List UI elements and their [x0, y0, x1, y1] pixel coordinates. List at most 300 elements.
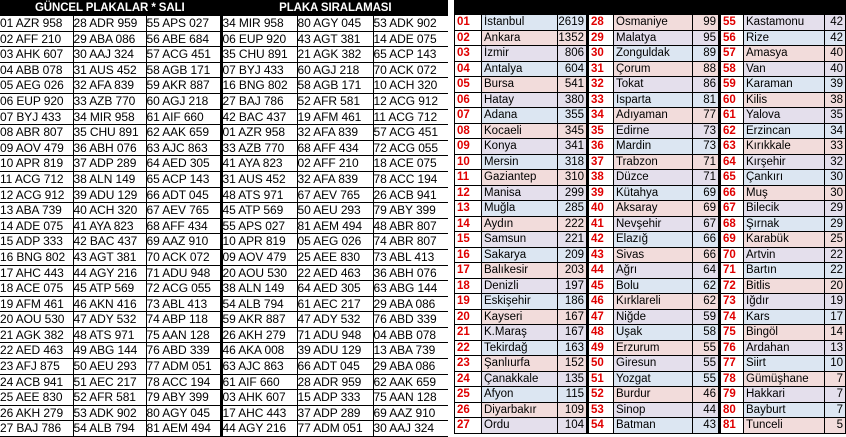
- plate-cell: 37 ADP 289: [73, 156, 146, 172]
- plate-cell: 77 ADM 051: [146, 359, 221, 375]
- plate-count: 2619: [558, 15, 588, 31]
- plate-count: 7: [825, 402, 846, 418]
- table-row: [455, 123, 846, 139]
- plate-count: 541: [558, 77, 588, 93]
- table-row: [0, 140, 448, 156]
- plate-cell: 39 ADU 129: [73, 187, 146, 203]
- table-row: [455, 309, 846, 325]
- plate-cell: 14 ADE 075: [0, 218, 73, 234]
- table-row: [455, 263, 846, 279]
- plate-count: 43: [693, 418, 720, 434]
- plate-cell: 57 ACG 451: [373, 125, 438, 140]
- city-name: Şanlıurfa: [482, 356, 558, 372]
- plate-cell: 20 AOU 530: [0, 312, 73, 328]
- table-row: [455, 139, 846, 155]
- plate-count: 13: [825, 340, 846, 356]
- city-name: K.Maraş: [482, 325, 558, 341]
- city-name: Balıkesir: [482, 263, 558, 279]
- rank-number: 14: [455, 216, 482, 232]
- plate-cell: 45 ATP 569: [221, 203, 297, 219]
- rank-number: 36: [588, 139, 614, 155]
- plate-cell: 10 ACH 320: [373, 78, 438, 93]
- city-name: Yozgat: [614, 371, 693, 387]
- table-row: [455, 356, 846, 372]
- table-row: [0, 156, 448, 172]
- table-row: [0, 249, 448, 265]
- rank-number: 48: [588, 325, 614, 341]
- city-name: Karaman: [744, 77, 825, 93]
- plate-cell: 08 ABR 807: [0, 125, 73, 141]
- table-row: [455, 61, 846, 77]
- plate-count: 341: [558, 139, 588, 155]
- plate-count: 380: [558, 92, 588, 108]
- plate-count: 163: [558, 340, 588, 356]
- city-name: Kırklareli: [614, 294, 693, 310]
- plate-count: 29: [825, 216, 846, 232]
- plate-count: 69: [693, 201, 720, 217]
- plate-count: 62: [693, 278, 720, 294]
- plate-count: 77: [693, 108, 720, 124]
- city-name: İzmir: [482, 46, 558, 62]
- plate-count: 167: [558, 325, 588, 341]
- plate-cell: 51 AEC 217: [73, 374, 146, 390]
- plate-cell: 27 BAJ 786: [221, 93, 297, 109]
- table-row: [0, 203, 448, 219]
- table-row: [455, 46, 846, 62]
- rank-number: 70: [720, 247, 744, 263]
- city-ranking-panel: [454, 0, 846, 431]
- plate-cell: 59 AKR 887: [146, 78, 221, 94]
- rank-number: 30: [588, 46, 614, 62]
- rank-number: 40: [588, 201, 614, 217]
- plate-count: 30: [825, 170, 846, 186]
- rank-number: 08: [455, 123, 482, 139]
- plate-cell: 72 ACG 055: [146, 281, 221, 297]
- city-name: Tunceli: [744, 418, 825, 434]
- plate-cell: 33 AZB 770: [73, 93, 146, 109]
- table-row: [0, 47, 448, 63]
- table-row: [455, 278, 846, 294]
- city-name: Çankırı: [744, 170, 825, 186]
- plate-count: 73: [693, 123, 720, 139]
- plate-cell: 43 AGT 381: [73, 249, 146, 265]
- rank-number: 26: [455, 402, 482, 418]
- plate-cell: 15 ADP 333: [0, 234, 73, 250]
- plate-cell: 32 AFA 839: [73, 78, 146, 94]
- plate-cell: 48 ATS 971: [73, 327, 146, 343]
- plate-cell: 25 AEE 830: [297, 249, 373, 265]
- plate-cell: 63 AJC 863: [146, 140, 221, 156]
- city-name: Siirt: [744, 356, 825, 372]
- plate-cell: 03 AHK 607: [0, 47, 73, 63]
- plate-cell: 01 AZR 958: [0, 16, 73, 31]
- table-row: [0, 16, 448, 31]
- rank-number: 18: [455, 278, 482, 294]
- plate-count: 35: [825, 108, 846, 124]
- plate-cell: 12 ACG 912: [373, 93, 438, 108]
- city-name: Gaziantep: [482, 170, 558, 186]
- plate-cell: 10 APR 819: [221, 234, 297, 250]
- plate-cell: 11 ACG 712: [0, 171, 73, 187]
- rank-number: 71: [720, 263, 744, 279]
- city-name: Bitlis: [744, 278, 825, 294]
- rank-number: 65: [720, 170, 744, 186]
- rank-number: 57: [720, 46, 744, 62]
- city-name: Diyarbakır: [482, 402, 558, 418]
- rank-number: 50: [588, 356, 614, 372]
- table-row: [455, 15, 846, 31]
- plate-count: 345: [558, 123, 588, 139]
- plate-count: 203: [558, 263, 588, 279]
- plate-cell: 76 ABD 339: [373, 312, 437, 327]
- rank-number: 51: [588, 371, 614, 387]
- rank-number: 35: [588, 123, 614, 139]
- plate-cell: 44 AGY 216: [221, 421, 297, 437]
- plate-cell: 59 AKR 887: [221, 312, 297, 328]
- city-name: Bayburt: [744, 402, 825, 418]
- rank-number: 25: [455, 387, 482, 403]
- plate-cell: 39 ADU 129: [297, 343, 373, 359]
- rank-number: 39: [588, 185, 614, 201]
- plate-cell: 70 ACK 072: [373, 62, 437, 77]
- rank-number: 15: [455, 232, 482, 248]
- table-row: [455, 340, 846, 356]
- plate-count: 152: [558, 356, 588, 372]
- rank-number: 09: [455, 139, 482, 155]
- plate-cell: 78 ACC 194: [373, 171, 438, 186]
- plate-count: 44: [693, 402, 720, 418]
- plate-count: 66: [693, 232, 720, 248]
- plate-count: 14: [825, 325, 846, 341]
- rank-number: 58: [720, 61, 744, 77]
- table-row: [455, 294, 846, 310]
- plate-cell: 03 AHK 607: [221, 390, 297, 406]
- table-row: [455, 92, 846, 108]
- plate-cell: 60 AGJ 218: [146, 93, 221, 109]
- rank-number: 41: [588, 216, 614, 232]
- table-row: [0, 93, 448, 109]
- plate-count: 20: [825, 278, 846, 294]
- plate-cell: 37 ADP 289: [297, 405, 373, 421]
- plate-cell: 07 BYJ 433: [221, 62, 297, 78]
- plate-cell: 41 AYA 823: [73, 218, 146, 234]
- plate-count: 222: [558, 216, 588, 232]
- table-row: [0, 421, 448, 437]
- city-name: İstanbul: [482, 15, 558, 31]
- table-row: [0, 359, 448, 375]
- table-row: [0, 343, 448, 359]
- city-name: Tekirdağ: [482, 340, 558, 356]
- rank-number: 77: [720, 356, 744, 372]
- city-name: Ankara: [482, 30, 558, 46]
- plate-cell: 79 ABY 399: [373, 203, 436, 218]
- city-name: Sivas: [614, 247, 693, 263]
- city-name: Çanakkale: [482, 371, 558, 387]
- rank-number: 55: [720, 15, 744, 31]
- plate-cell: 35 CHU 891: [73, 125, 146, 141]
- plate-count: 25: [825, 232, 846, 248]
- rank-number: 31: [588, 61, 614, 77]
- rank-number: 76: [720, 340, 744, 356]
- plate-cell: 41 AYA 823: [221, 156, 297, 172]
- table-row: [0, 390, 448, 406]
- plate-count: 22: [825, 263, 846, 279]
- plate-cell: 76 ABD 339: [146, 343, 221, 359]
- plate-cell: 12 ACG 912: [0, 187, 73, 203]
- plate-cell: 05 AEG 026: [0, 78, 73, 94]
- plate-cell: 56 ABE 684: [146, 31, 221, 47]
- plate-cell: 31 AUS 452: [221, 171, 297, 187]
- plate-count: 604: [558, 61, 588, 77]
- rank-number: 69: [720, 232, 744, 248]
- city-name: Bursa: [482, 77, 558, 93]
- rank-number: 04: [455, 61, 482, 77]
- rank-number: 12: [455, 185, 482, 201]
- city-name: Kars: [744, 309, 825, 325]
- plate-cell: 52 AFR 581: [73, 390, 146, 406]
- city-name: Muğla: [482, 201, 558, 217]
- plate-cell: 47 ADY 532: [297, 312, 373, 328]
- plate-count: 806: [558, 46, 588, 62]
- table-row: [0, 187, 448, 203]
- plate-cell: 10 APR 819: [0, 156, 73, 172]
- rank-number: 34: [588, 108, 614, 124]
- plate-count: 5: [825, 418, 846, 434]
- plate-cell: 36 ABH 076: [73, 140, 146, 156]
- city-name: Malatya: [614, 30, 693, 46]
- plate-cell: 58 AGB 171: [297, 78, 373, 94]
- city-name: Hakkari: [744, 387, 825, 403]
- plate-cell: 66 ADT 045: [146, 187, 221, 203]
- plate-cell: 57 ACG 451: [146, 47, 221, 63]
- city-name: Kilis: [744, 92, 825, 108]
- plate-cell: 54 ALB 794: [221, 296, 297, 312]
- city-name: Konya: [482, 139, 558, 155]
- plate-count: 99: [693, 15, 720, 31]
- plate-cell: 07 BYJ 433: [0, 109, 73, 125]
- plate-cell: 73 ABL 413: [373, 249, 435, 264]
- rank-number: 47: [588, 309, 614, 325]
- plate-cell: 26 ACB 941: [373, 187, 437, 202]
- plate-cell: 13 ABA 739: [0, 203, 73, 219]
- plate-cell: 22 AED 463: [0, 343, 73, 359]
- rank-number: 28: [588, 15, 614, 31]
- table-row: [0, 327, 448, 343]
- plate-count: 115: [558, 387, 588, 403]
- plate-cell: 48 ABR 807: [373, 218, 437, 233]
- plate-cell: 66 ADT 045: [297, 359, 373, 375]
- city-name: Uşak: [614, 325, 693, 341]
- rank-number: 20: [455, 309, 482, 325]
- plate-cell: 24 ACB 941: [0, 374, 73, 390]
- rank-number: 21: [455, 325, 482, 341]
- plate-cell: 29 ABA 086: [373, 296, 436, 311]
- plate-cell: 20 AOU 530: [221, 265, 297, 281]
- rank-number: 67: [720, 201, 744, 217]
- plate-cell: 27 BAJ 786: [0, 421, 73, 437]
- city-name: Karabük: [744, 232, 825, 248]
- table-row: [0, 109, 448, 125]
- rank-number: 72: [720, 278, 744, 294]
- plate-cell: 40 ACH 320: [73, 203, 146, 219]
- rank-number: 01: [455, 15, 482, 31]
- city-name: Edirne: [614, 123, 693, 139]
- plate-count: 104: [558, 418, 588, 434]
- city-name: Iğdır: [744, 294, 825, 310]
- table-row: [455, 30, 846, 46]
- city-name: Bolu: [614, 278, 693, 294]
- city-name: Antalya: [482, 61, 558, 77]
- city-name: Bartın: [744, 263, 825, 279]
- plate-count: 55: [693, 340, 720, 356]
- plate-cell: 15 ADP 333: [297, 390, 373, 406]
- plate-cell: 49 ABG 144: [73, 343, 146, 359]
- plate-cell: 75 AAN 128: [373, 390, 437, 405]
- city-name: Osmaniye: [614, 15, 693, 31]
- plate-count: 67: [693, 216, 720, 232]
- city-name: Isparta: [614, 92, 693, 108]
- plate-cell: 47 ADY 532: [73, 312, 146, 328]
- plate-count: 221: [558, 232, 588, 248]
- city-name: Muş: [744, 185, 825, 201]
- plate-cell: 34 MIR 958: [73, 109, 146, 125]
- table-row: [455, 371, 846, 387]
- plate-cell: 50 AEU 293: [297, 203, 373, 219]
- plate-count: 310: [558, 170, 588, 186]
- plate-cell: 62 AAK 659: [373, 374, 436, 389]
- city-name: Nevşehir: [614, 216, 693, 232]
- rank-number: 52: [588, 387, 614, 403]
- city-name: Ardahan: [744, 340, 825, 356]
- city-name: Adıyaman: [614, 108, 693, 124]
- plate-cell: 42 BAC 437: [73, 234, 146, 250]
- plate-cell: 71 ADU 948: [297, 327, 373, 343]
- city-name: Yalova: [744, 108, 825, 124]
- city-name: Niğde: [614, 309, 693, 325]
- plate-count: 17: [825, 309, 846, 325]
- plate-count: 40: [825, 61, 846, 77]
- rank-number: 17: [455, 263, 482, 279]
- rank-number: 29: [588, 30, 614, 46]
- city-ranking-header: [455, 1, 846, 15]
- plate-cell: 55 APS 027: [146, 16, 221, 31]
- rank-number: 59: [720, 77, 744, 93]
- plate-count: 95: [693, 30, 720, 46]
- table-row: [0, 234, 448, 250]
- plate-count: 197: [558, 278, 588, 294]
- city-name: Burdur: [614, 387, 693, 403]
- rank-number: 45: [588, 278, 614, 294]
- plate-cell: 16 BNG 802: [0, 249, 73, 265]
- plate-cell: 21 AGK 382: [297, 47, 373, 63]
- plate-cell: 74 ABP 118: [146, 312, 221, 328]
- plate-cell: 73 ABL 413: [146, 296, 221, 312]
- city-name: Erzincan: [744, 123, 825, 139]
- plate-cell: 29 ABA 086: [73, 31, 146, 47]
- table-row: [0, 296, 448, 312]
- plate-cell: 67 AEV 765: [146, 203, 221, 219]
- plate-count: 46: [693, 387, 720, 403]
- table-row: [455, 77, 846, 93]
- plate-cell: 50 AEU 293: [73, 359, 146, 375]
- plate-cell: 54 ALB 794: [73, 421, 146, 437]
- plate-count: 40: [825, 46, 846, 62]
- plate-cell: 25 AEE 830: [0, 390, 73, 406]
- rank-number: 03: [455, 46, 482, 62]
- rank-number: 23: [455, 356, 482, 372]
- plate-cell: 81 AEM 494: [297, 218, 373, 234]
- city-name: Elazığ: [614, 232, 693, 248]
- current-plates-title: GÜNCEL PLAKALAR * SALI: [0, 0, 221, 16]
- table-row: [0, 405, 448, 421]
- plate-count: 318: [558, 154, 588, 170]
- rank-number: 80: [720, 402, 744, 418]
- table-row: [455, 387, 846, 403]
- plate-count: 71: [693, 170, 720, 186]
- plate-cell: 71 ADU 948: [146, 265, 221, 281]
- plate-cell: 04 ABB 078: [373, 327, 436, 342]
- plate-cell: 65 ACP 143: [146, 171, 221, 187]
- plate-cell: 06 EUP 920: [221, 31, 297, 47]
- plate-cell: 26 AKH 279: [221, 327, 297, 343]
- rank-number: 05: [455, 77, 482, 93]
- plate-cell: 64 AED 305: [297, 281, 373, 297]
- plate-cell: 17 AHC 443: [0, 265, 73, 281]
- plate-count: 39: [825, 77, 846, 93]
- city-name: Batman: [614, 418, 693, 434]
- plate-cell: 30 AAJ 324: [373, 421, 434, 436]
- table-row: [0, 31, 448, 47]
- city-name: Sinop: [614, 402, 693, 418]
- plate-cell: 31 AUS 452: [73, 62, 146, 78]
- plate-cell: 58 AGB 171: [146, 62, 221, 78]
- city-name: Mardin: [614, 139, 693, 155]
- rank-number: 33: [588, 92, 614, 108]
- table-row: [0, 374, 448, 390]
- city-name: Gümüşhane: [744, 371, 825, 387]
- plate-cell: 55 APS 027: [221, 218, 297, 234]
- rank-number: 42: [588, 232, 614, 248]
- city-name: Kırşehir: [744, 154, 825, 170]
- table-row: [455, 216, 846, 232]
- rank-number: 19: [455, 294, 482, 310]
- city-name: Ağrı: [614, 263, 693, 279]
- plate-cell: 46 AKN 416: [73, 296, 146, 312]
- table-row: [0, 265, 448, 281]
- plate-count: 73: [693, 139, 720, 155]
- city-name: Aksaray: [614, 201, 693, 217]
- plate-cell: 28 ADR 959: [73, 16, 146, 31]
- table-row: [455, 185, 846, 201]
- city-name: Trabzon: [614, 154, 693, 170]
- rank-number: 10: [455, 154, 482, 170]
- plate-cell: 18 ACE 075: [373, 156, 437, 171]
- plate-cell: 77 ADM 051: [297, 421, 373, 437]
- rank-number: 27: [455, 418, 482, 434]
- plate-cell: 62 AAK 659: [146, 125, 221, 141]
- rank-number: 49: [588, 340, 614, 356]
- plate-count: 209: [558, 247, 588, 263]
- plate-count: 64: [693, 263, 720, 279]
- table-row: [455, 154, 846, 170]
- plate-ranking-title: PLAKA SIRALAMASI: [221, 0, 448, 16]
- plate-cell: 80 AGY 045: [297, 16, 373, 31]
- plate-count: 7: [825, 387, 846, 403]
- table-row: [455, 402, 846, 418]
- plate-count: 355: [558, 108, 588, 124]
- rank-number: 64: [720, 154, 744, 170]
- city-name: Zonguldak: [614, 46, 693, 62]
